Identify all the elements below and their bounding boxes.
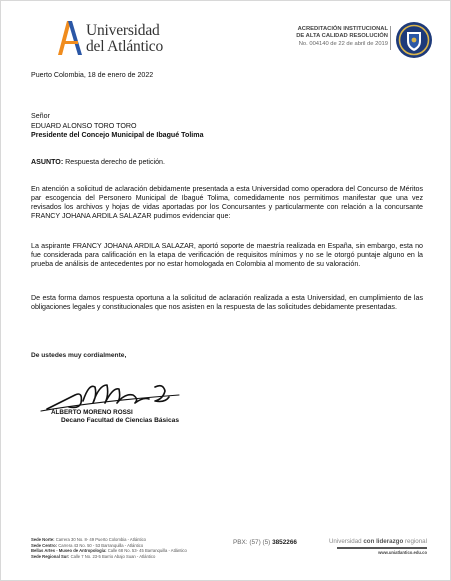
accreditation-line2: DE ALTA CALIDAD RESOLUCIÓN bbox=[296, 33, 388, 40]
letter-date: Puerto Colombia, 18 de enero de 2022 bbox=[31, 71, 154, 79]
signer-title: Decano Facultad de Ciencias Básicas bbox=[61, 417, 180, 424]
paragraph-3: De esta forma damos respuesta oportuna a la solicitud de aclaración realizada a esta Universidad, en cumplimiento de las obligaciones legales y constitucionales que nos asisten en la respuesta de las solicitudes debidamente presentadas. bbox=[31, 294, 423, 311]
accreditation-block bbox=[236, 24, 436, 56]
salutation: Señor bbox=[31, 112, 50, 120]
paragraph-2: La aspirante FRANCY JOHANA ARDILA SALAZAR, aportó soporte de maestría realizada en España, sin embargo, esta no fue considerada para calificación en la etapa de verificación de requisitos mínimos y no se le otorgó puntaje alguno en la prueba de análisis de antecedentes por no estar homologada en Colombia al momento de su valoración. bbox=[31, 242, 423, 268]
recipient-role: Presidente del Concejo Municipal de Ibagué Tolima bbox=[31, 131, 204, 139]
accreditation-line1: ACREDITACIÓN INSTITUCIONAL bbox=[297, 26, 388, 32]
subject-text: Respuesta derecho de petición. bbox=[65, 158, 165, 166]
footer-slogan: Universidad con liderazgo regional bbox=[328, 538, 427, 545]
pbx-label: PBX: (57) (5) bbox=[233, 539, 271, 546]
logo-text-line2: del Atlántico bbox=[86, 38, 164, 55]
closing-line: De ustedes muy cordialmente, bbox=[31, 352, 127, 359]
footer-addresses bbox=[31, 537, 187, 559]
accreditation-seal-icon bbox=[394, 20, 434, 60]
subject-label: ASUNTO: bbox=[31, 158, 64, 166]
footer-sede-centro: Sede Centro: Carrera 43 No. 50 - 53 Barranquilla - Atlántico bbox=[31, 542, 144, 548]
footer-pbx bbox=[233, 539, 297, 546]
footer-rule bbox=[337, 547, 427, 549]
accreditation-line3: No. 004140 de 22 de abril de 2019 bbox=[298, 40, 388, 47]
subject-line bbox=[31, 158, 423, 167]
university-logo-mark-icon bbox=[56, 19, 84, 55]
accreditation-text bbox=[296, 26, 388, 48]
footer-sede-norte: Sede Norte: Carrera 30 No. 8- 49 Puerto Colombia - Atlántico bbox=[31, 537, 146, 542]
footer-bellas-artes: Bellas Artes - Museo de Antropología: Calle 68 No. 53- 45 Barranquilla - Atlántico bbox=[31, 548, 187, 554]
footer-slogan-block bbox=[329, 538, 427, 555]
logo-text-line1: Universidad bbox=[86, 22, 160, 39]
signer-name: ALBERTO MORENO ROSSI bbox=[51, 409, 133, 416]
recipient-name: EDUARD ALONSO TORO TORO bbox=[31, 122, 137, 130]
pbx-number: 3852266 bbox=[272, 539, 297, 546]
footer-website: www.uniatlantico.edu.co bbox=[378, 550, 427, 555]
paragraph-1: En atención a solicitud de aclaración debidamente presentada a esta Universidad como operadora del Concurso de Méritos par escogencia del Personero Municipal de Ibagué Tolima, comedidamente nos permitimos manifestar que una vez revisados los archivos y hojas de vidas aportadas por los Concursantes y particularmente con relación a la concursante FRANCY JOHANA ARDILA SALAZAR pudimos evidenciar que: bbox=[31, 185, 423, 220]
footer-sede-sur: Sede Regional Sur: Calle 7 No. 23-5 Barrio Abajo Suan - Atlántico bbox=[31, 553, 156, 559]
accreditation-divider bbox=[390, 26, 391, 50]
university-logo bbox=[56, 19, 176, 57]
